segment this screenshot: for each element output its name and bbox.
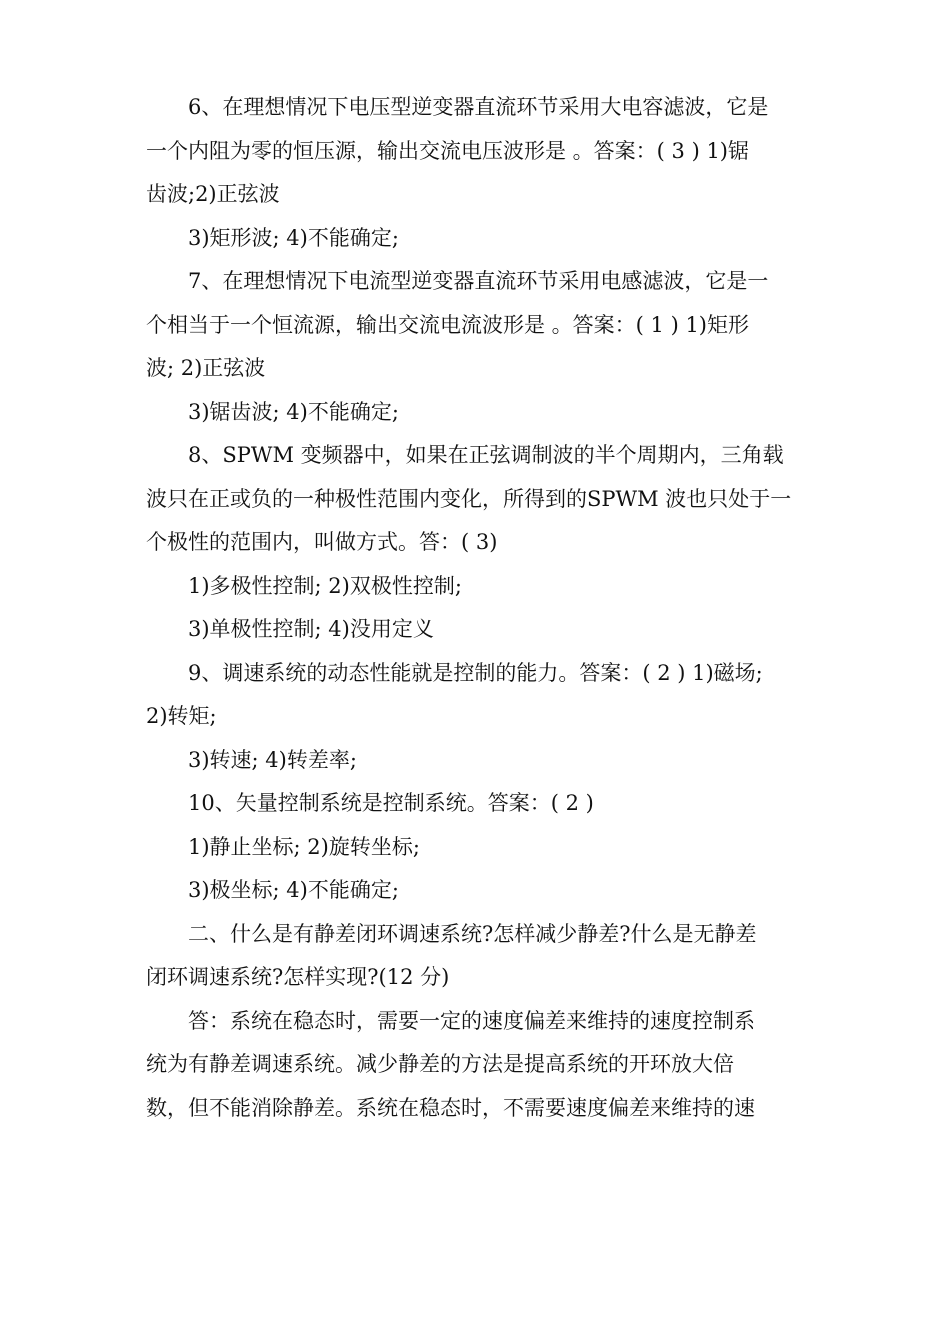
text-line: 3)转速; 4)转差率; bbox=[188, 747, 357, 772]
text-line: 波; 2)正弦波 bbox=[146, 356, 266, 380]
text-line: 数，但不能消除静差。系统在稳态时，不需要速度偏差来维持的速 bbox=[146, 1095, 755, 1120]
text-line: 9、调速系统的动态性能就是控制的能力。答案：( 2 ) 1)磁场; bbox=[188, 660, 763, 685]
text-line: 闭环调速系统?怎样实现?(12 分) bbox=[146, 965, 450, 989]
text-line: 2)转矩; bbox=[146, 704, 217, 728]
text-line: 3)矩形波; 4)不能确定; bbox=[188, 225, 399, 250]
text-line: 7、在理想情况下电流型逆变器直流环节采用电感滤波，它是一 bbox=[188, 269, 769, 293]
text-line: 3)单极性控制; 4)没用定义 bbox=[188, 617, 434, 641]
text-line: 个极性的范围内，叫做方式。答：( 3) bbox=[146, 530, 498, 554]
text-line: 1)静止坐标; 2)旋转坐标; bbox=[188, 834, 420, 859]
text-line: 答：系统在稳态时，需要一定的速度偏差来维持的速度控制系 bbox=[188, 1008, 755, 1033]
text-line: 齿波;2)正弦波 bbox=[146, 182, 280, 206]
text-line: 波只在正或负的一种极性范围内变化，所得到的SPWM 波也只处于一 bbox=[146, 486, 792, 511]
text-line: 个相当于一个恒流源，输出交流电流波形是 。答案：( 1 ) 1)矩形 bbox=[146, 312, 749, 337]
text-line: 10、矢量控制系统是控制系统。答案：( 2 ) bbox=[188, 791, 594, 815]
document-body bbox=[146, 86, 811, 1130]
text-line: 二、什么是有静差闭环调速系统?怎样减少静差?什么是无静差 bbox=[188, 921, 757, 946]
text-line: 3)极坐标; 4)不能确定; bbox=[188, 878, 399, 902]
text-line: 6、在理想情况下电压型逆变器直流环节采用大电容滤波，它是 bbox=[188, 95, 769, 119]
text-line: 统为有静差调速系统。减少静差的方法是提高系统的开环放大倍 bbox=[146, 1052, 734, 1076]
text-line: 3)锯齿波; 4)不能确定; bbox=[188, 399, 399, 424]
text-line: 一个内阻为零的恒压源，输出交流电压波形是 。答案：( 3 ) 1)锯 bbox=[146, 138, 749, 163]
text-line: 8、SPWM 变频器中，如果在正弦调制波的半个周期内，三角载 bbox=[188, 443, 784, 467]
text-line: 1)多极性控制; 2)双极性控制; bbox=[188, 573, 462, 598]
